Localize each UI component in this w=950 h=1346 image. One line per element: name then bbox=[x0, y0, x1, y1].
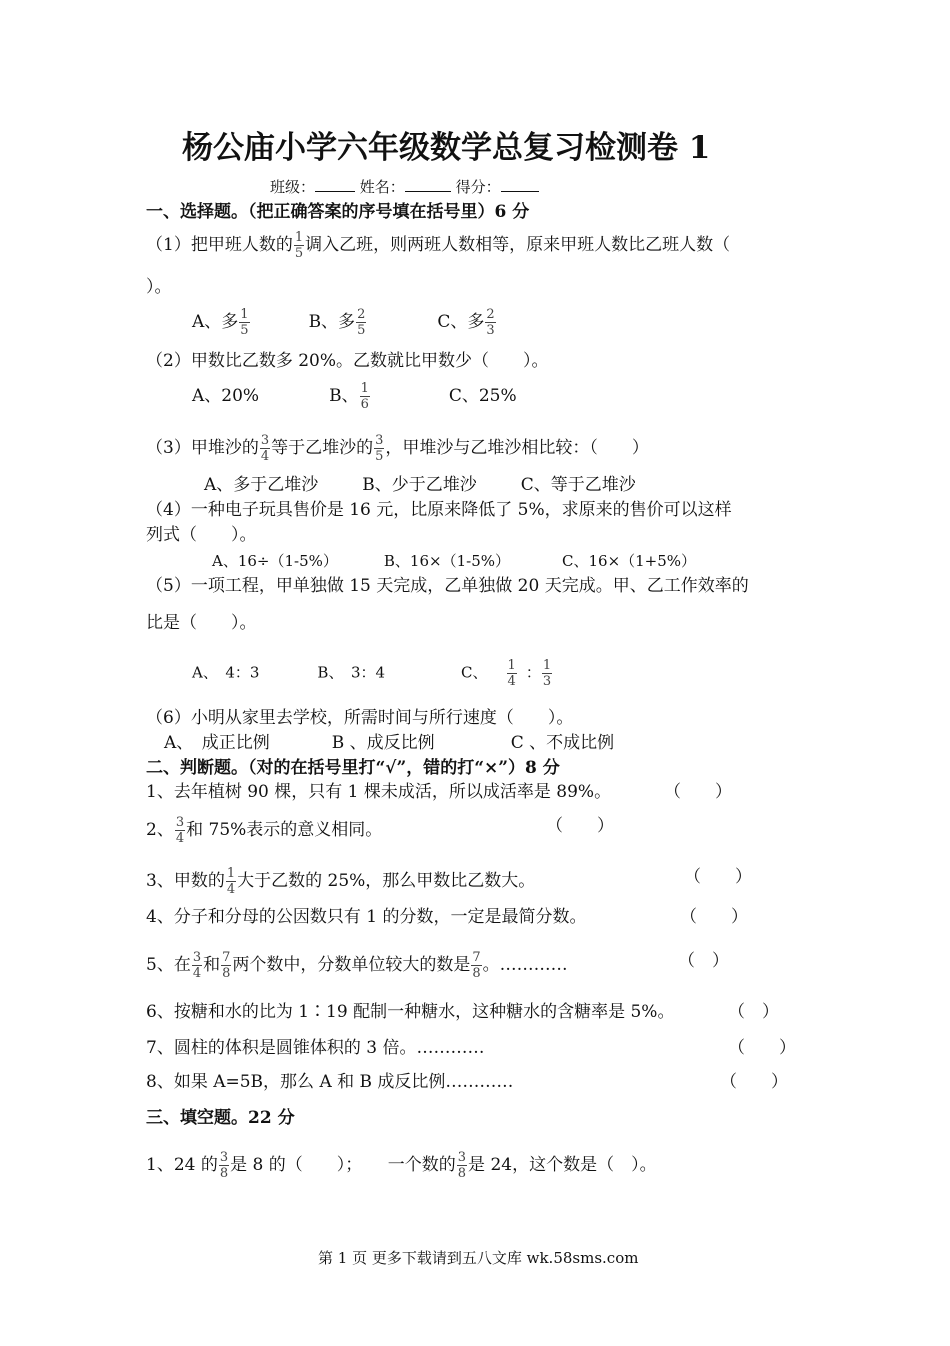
fraction: $\frac{2}{5}$ bbox=[357, 307, 366, 338]
option-c[interactable]: C、等于乙堆沙 bbox=[520, 475, 636, 495]
class-blank[interactable] bbox=[315, 177, 355, 192]
option-a[interactable]: A、多 bbox=[192, 312, 239, 332]
name-label: 姓名： bbox=[359, 178, 405, 196]
judge-item-5: 5、在 $\frac{3}{4}$ 和 $\frac{7}{8}$ 两个数中，分数单位较大的数是 $\frac{7}{8}$ 。………… bbox=[146, 950, 568, 981]
fraction: $\frac{3}{4}$ bbox=[192, 950, 202, 981]
fraction: $\frac{3}{4}$ bbox=[260, 433, 270, 464]
judge-item-4: 4、分子和分母的公因数只有 1 的分数，一定是最简分数。 bbox=[146, 907, 587, 927]
class-label: 班级： bbox=[270, 178, 316, 196]
option-c[interactable]: C、 bbox=[461, 663, 488, 682]
option-b[interactable]: B、16×（1-5%） bbox=[383, 552, 510, 570]
page-title: 杨公庙小学六年级数学总复习检测卷 1 bbox=[182, 130, 711, 166]
answer-paren[interactable]: （ ） bbox=[546, 816, 614, 836]
question-text: 调入乙班，则两班人数相等，原来甲班人数比乙班人数（ bbox=[305, 235, 731, 255]
fraction: $\frac{1}{3}$ bbox=[542, 658, 552, 689]
section-heading-fill: 三、填空题。22 分 bbox=[146, 1108, 295, 1128]
fraction: $\frac{2}{3}$ bbox=[486, 307, 495, 338]
option-b[interactable]: B、 bbox=[329, 386, 359, 406]
question-5-line1: （5）一项工程，甲单独做 15 天完成，乙单独做 20 天完成。甲、乙工作效率的 bbox=[146, 576, 749, 596]
answer-paren[interactable]: （ ） bbox=[720, 1072, 788, 1092]
question-5-options bbox=[192, 658, 553, 689]
fraction: $\frac{3}{8}$ bbox=[457, 1150, 467, 1181]
question-1-line bbox=[146, 230, 730, 261]
option-c[interactable]: C、25% bbox=[448, 386, 517, 406]
judge-item-7: 7、圆柱的体积是圆锥体积的 3 倍。………… bbox=[146, 1038, 485, 1058]
option-a[interactable]: A、多于乙堆沙 bbox=[204, 475, 319, 495]
answer-paren[interactable]: （ ） bbox=[684, 867, 752, 887]
answer-paren[interactable]: （ ） bbox=[728, 1038, 796, 1058]
judge-item-3: 3、甲数的 $\frac{1}{4}$ 大于乙数的 25%，那么甲数比乙数大。 bbox=[146, 866, 536, 897]
option-c[interactable]: C 、不成比例 bbox=[510, 733, 615, 753]
answer-paren[interactable]: （ ） bbox=[680, 907, 748, 927]
question-text: 等于乙堆沙的 bbox=[271, 438, 374, 458]
option-b[interactable]: B、 3：4 bbox=[317, 663, 386, 682]
question-4-line2: 列式（ ）。 bbox=[146, 525, 257, 545]
question-text: （1）把甲班人数的 bbox=[146, 235, 293, 255]
fraction: $\frac{3}{4}$ bbox=[175, 815, 185, 846]
option-b[interactable]: B、少于乙堆沙 bbox=[362, 475, 477, 495]
option-c[interactable]: C、16×（1+5%） bbox=[562, 552, 697, 570]
question-5-line2: 比是（ ）。 bbox=[146, 613, 257, 633]
ratio-colon: ： bbox=[525, 663, 541, 682]
page-footer: 第 1 页 更多下载请到五八文库 wk.58sms.com bbox=[318, 1249, 639, 1267]
question-4-options bbox=[212, 550, 696, 572]
student-info-line bbox=[270, 176, 539, 198]
score-blank[interactable] bbox=[501, 177, 539, 192]
question-3-options bbox=[204, 474, 636, 496]
fraction: $\frac{7}{8}$ bbox=[472, 950, 481, 981]
answer-paren[interactable]: （ ） bbox=[728, 1002, 779, 1022]
option-a[interactable]: A、20% bbox=[192, 386, 260, 406]
fraction: $\frac{1}{5}$ bbox=[240, 307, 249, 338]
fraction: $\frac{1}{6}$ bbox=[360, 381, 369, 412]
fraction: $\frac{3}{5}$ bbox=[375, 433, 384, 464]
question-text: （3）甲堆沙的 bbox=[146, 438, 259, 458]
question-6-text: （6）小明从家里去学校，所需时间与所行速度（ ）。 bbox=[146, 708, 574, 728]
judge-item-1: 1、去年植树 90 棵，只有 1 棵未成活，所以成活率是 89%。 bbox=[146, 782, 612, 802]
fraction: $\frac{1}{4}$ bbox=[226, 866, 236, 897]
judge-item-8: 8、如果 A=5B，那么 A 和 B 成反比例………… bbox=[146, 1072, 514, 1092]
question-2-options bbox=[192, 381, 517, 412]
section-heading-judge: 二、判断题。（对的在括号里打“√”，错的打“×”）8 分 bbox=[146, 758, 560, 778]
fill-item-1: 1、24 的 $\frac{3}{8}$ 是 8 的（ ）； 一个数的 $\frac{3}{8}$ 是 24，这个数是（ ）。 bbox=[146, 1150, 657, 1181]
fraction: $\frac{3}{8}$ bbox=[219, 1150, 229, 1181]
option-b[interactable]: B 、成反比例 bbox=[331, 733, 435, 753]
answer-paren[interactable]: （ ） bbox=[678, 951, 729, 971]
option-a[interactable]: A、16÷（1-5%） bbox=[212, 552, 338, 570]
question-text: ，甲堆沙与乙堆沙相比较：（ ） bbox=[385, 438, 649, 458]
question-1-options bbox=[192, 307, 497, 338]
section-heading-choice: 一、选择题。（把正确答案的序号填在括号里）6 分 bbox=[146, 202, 530, 222]
name-blank[interactable] bbox=[405, 177, 451, 192]
fraction: $\frac{1}{5}$ bbox=[294, 230, 304, 261]
score-label: 得分： bbox=[455, 178, 501, 196]
fraction: $\frac{1}{4}$ bbox=[507, 658, 516, 689]
fraction: $\frac{7}{8}$ bbox=[222, 950, 231, 981]
question-3-line bbox=[146, 433, 649, 464]
judge-item-2: 2、 $\frac{3}{4}$ 和 75%表示的意义相同。 bbox=[146, 815, 383, 846]
option-c[interactable]: C、多 bbox=[437, 312, 485, 332]
question-4-line1: （4）一种电子玩具售价是 16 元，比原来降低了 5%，求原来的售价可以这样 bbox=[146, 500, 732, 520]
option-b[interactable]: B、多 bbox=[308, 312, 356, 332]
question-2-text: （2）甲数比乙数多 20%。乙数就比甲数少（ ）。 bbox=[146, 351, 549, 371]
judge-item-6: 6、按糖和水的比为 1∶19 配制一种糖水，这种糖水的含糖率是 5%。 bbox=[146, 1002, 675, 1022]
question-6-options bbox=[164, 732, 614, 754]
question-1-cont: ）。 bbox=[146, 277, 172, 297]
option-a[interactable]: A、 4：3 bbox=[192, 663, 260, 682]
answer-paren[interactable]: （ ） bbox=[664, 782, 732, 802]
option-a[interactable]: A、 成正比例 bbox=[164, 733, 270, 753]
